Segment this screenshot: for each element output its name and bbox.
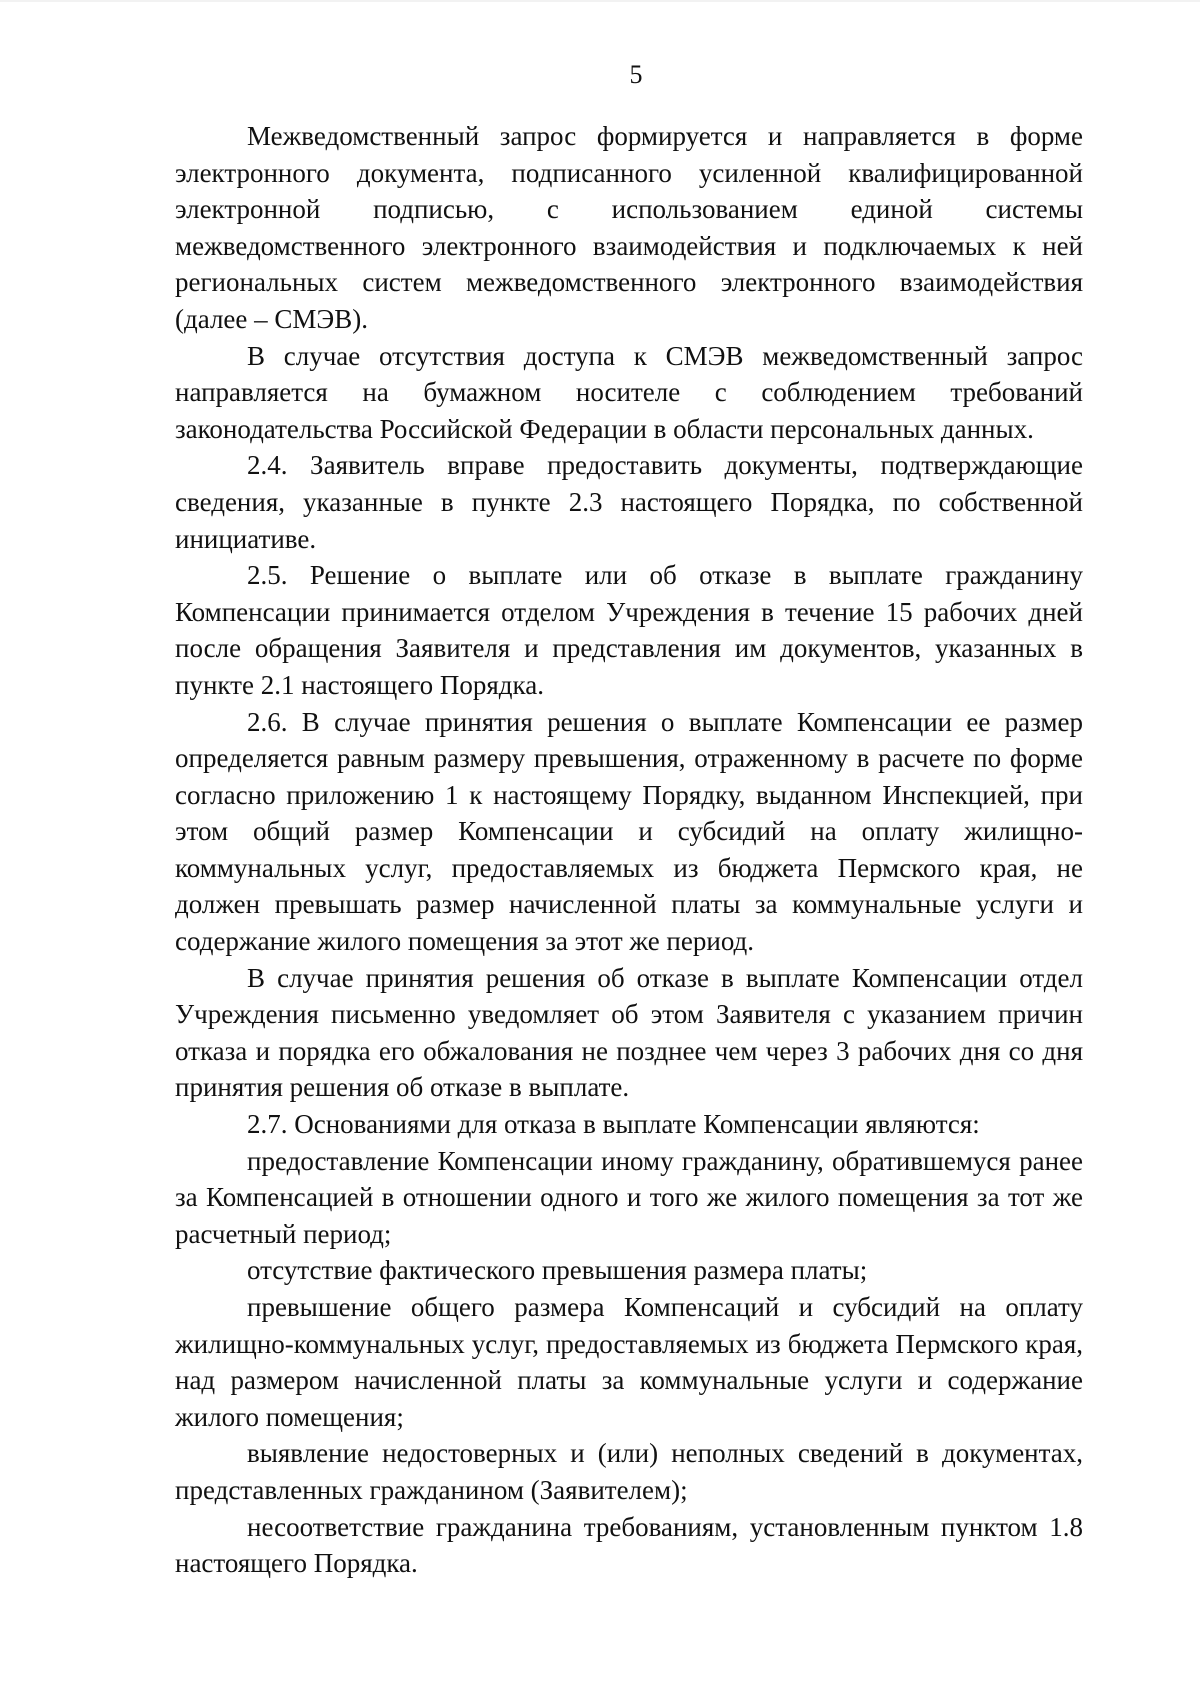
paragraph-clause-2-6: 2.6. В случае принятия решения о выплате Компенсации ее размер определяется равным размеру превышения, отраженному в расчете по форме согласно приложению 1 к настоящему Порядку, выданном Инспекцией, при этом общий размер Компенсации и субсидий на оплату жилищно-коммунальных услуг, предоставляемых из бюджета Пермского края, не должен превышать размер начисленной платы за коммунальные услуги и содержание жилого помещения за этот же период.: [175, 706, 1083, 957]
paragraph-smev-request: Межведомственный запрос формируется и направляется в форме электронного документа, подписанного усиленной квалифицированной электронной подписью, с использованием единой системы межведомственного электронного взаимодействия и подключаемых к ней региональных систем межведомственного электронного взаимодействия (далее – СМЭВ).: [175, 121, 1083, 334]
list-item-refusal-reason: превышение общего размера Компенсаций и субсидий на оплату жилищно-коммунальных услуг, предоставляемых из бюджета Пермского края, над размером начисленной платы за коммунальные услуги и содержание жилого помещения;: [175, 1292, 1083, 1432]
paragraph-clause-2-4: 2.4. Заявитель вправе предоставить документы, подтверждающие сведения, указанные в пункте 2.3 настоящего Порядка, по собственной инициативе.: [175, 450, 1083, 554]
document-body: [175, 118, 1083, 1582]
scan-edge: [0, 0, 1200, 2]
page-number: 5: [629, 60, 643, 89]
list-item-refusal-reason: предоставление Компенсации иному гражданину, обратившемуся ранее за Компенсацией в отношении одного и того же жилого помещения за тот же расчетный период;: [175, 1145, 1083, 1249]
paragraph-refusal-notice: В случае принятия решения об отказе в выплате Компенсации отдел Учреждения письменно уведомляет об этом Заявителя с указанием причин отказа и порядка его обжалования не позднее чем через 3 рабочих дня со дня принятия решения об отказе в выплате.: [175, 962, 1083, 1103]
paragraph-no-smev-access: В случае отсутствия доступа к СМЭВ межведомственный запрос направляется на бумажном носителе с соблюдением требований законодательства Российской Федерации в области персональных данных.: [175, 340, 1083, 444]
paragraph-clause-2-5: 2.5. Решение о выплате или об отказе в выплате гражданину Компенсации принимается отделом Учреждения в течение 15 рабочих дней после обращения Заявителя и представления им документов, указанных в пункте 2.1 настоящего Порядка.: [175, 560, 1083, 700]
list-item-refusal-reason: выявление недостоверных и (или) неполных сведений в документах, представленных гражданином (Заявителем);: [175, 1438, 1083, 1505]
list-item-refusal-reason: несоответствие гражданина требованиям, установленным пунктом 1.8 настоящего Порядка.: [175, 1511, 1083, 1579]
list-item-refusal-reason: отсутствие фактического превышения размера платы;: [247, 1255, 868, 1286]
paragraph-clause-2-7: 2.7. Основаниями для отказа в выплате Компенсации являются:: [247, 1109, 980, 1140]
